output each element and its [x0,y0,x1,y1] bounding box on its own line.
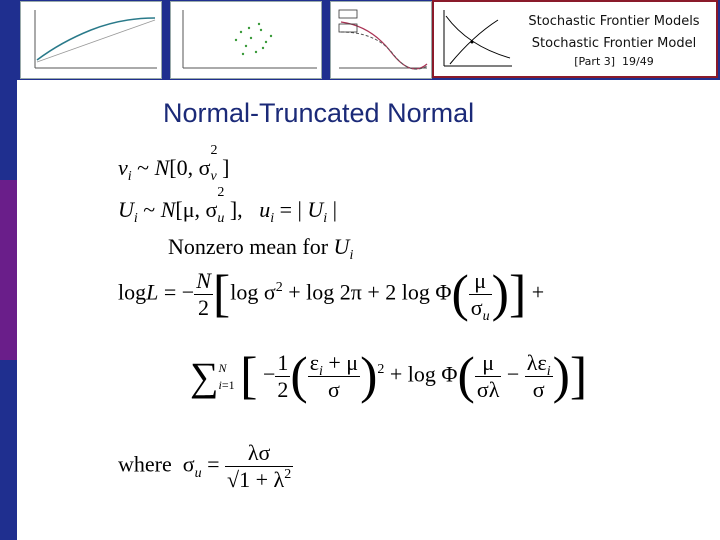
thumbnail-chart-1 [20,1,162,79]
frontier-diagram-icon [438,6,516,72]
slide-title: Normal-Truncated Normal [163,98,475,128]
left-accent-bar [0,0,17,540]
equation-u-distribution: $U_i$ ~ N[μ, σ 2 $_u$ ], $u_i$ = | $U_i$ | [118,185,338,226]
equation-log-likelihood: logL = − $\frac{N}{2}$ [log $\sigma^2 + \log 2\pi + 2$ log Φ( $\frac{\mu}{\sigma_u}$ )] + [118,265,545,324]
header-line-2: Stochastic Frontier Model [531,36,697,51]
thumbnail-density [330,1,432,79]
thumbnail-scatter [170,1,322,79]
header-page-info [514,55,714,68]
header-page-number: 19/49 [622,55,654,68]
equation-sigma-u: where $\sigma_u$ = $\frac{\lambda\sigma}{√1 + \lambda^2}$ [118,440,292,492]
header-part: [Part 3] [574,55,616,68]
header-line-1: Stochastic Frontier Models [528,14,700,29]
left-bar-segment-blue-2 [0,360,17,540]
left-bar-segment-purple [0,180,17,360]
nonzero-mean-text: Nonzero mean for [168,234,329,259]
header-title-box [432,0,718,78]
equation-v-distribution: $v_i$ ~ N[0, σ 2 $_v$ ] [118,143,230,184]
nonzero-mean-note: Nonzero mean for $U_i$ [168,234,354,263]
where-text: where [118,451,172,477]
equation-sum-term: ∑ N i=1 [ − $\frac{1}{2}$ ( $\frac{\varepsilon_i + \mu}{\sigma}$ )$^2$ + log Φ( $\frac{\mu}{\sigma\lambda}$ − $\frac{\lambda\varepsilon_i}{\sigma}$ )] [190,347,588,405]
header-band [0,0,720,80]
